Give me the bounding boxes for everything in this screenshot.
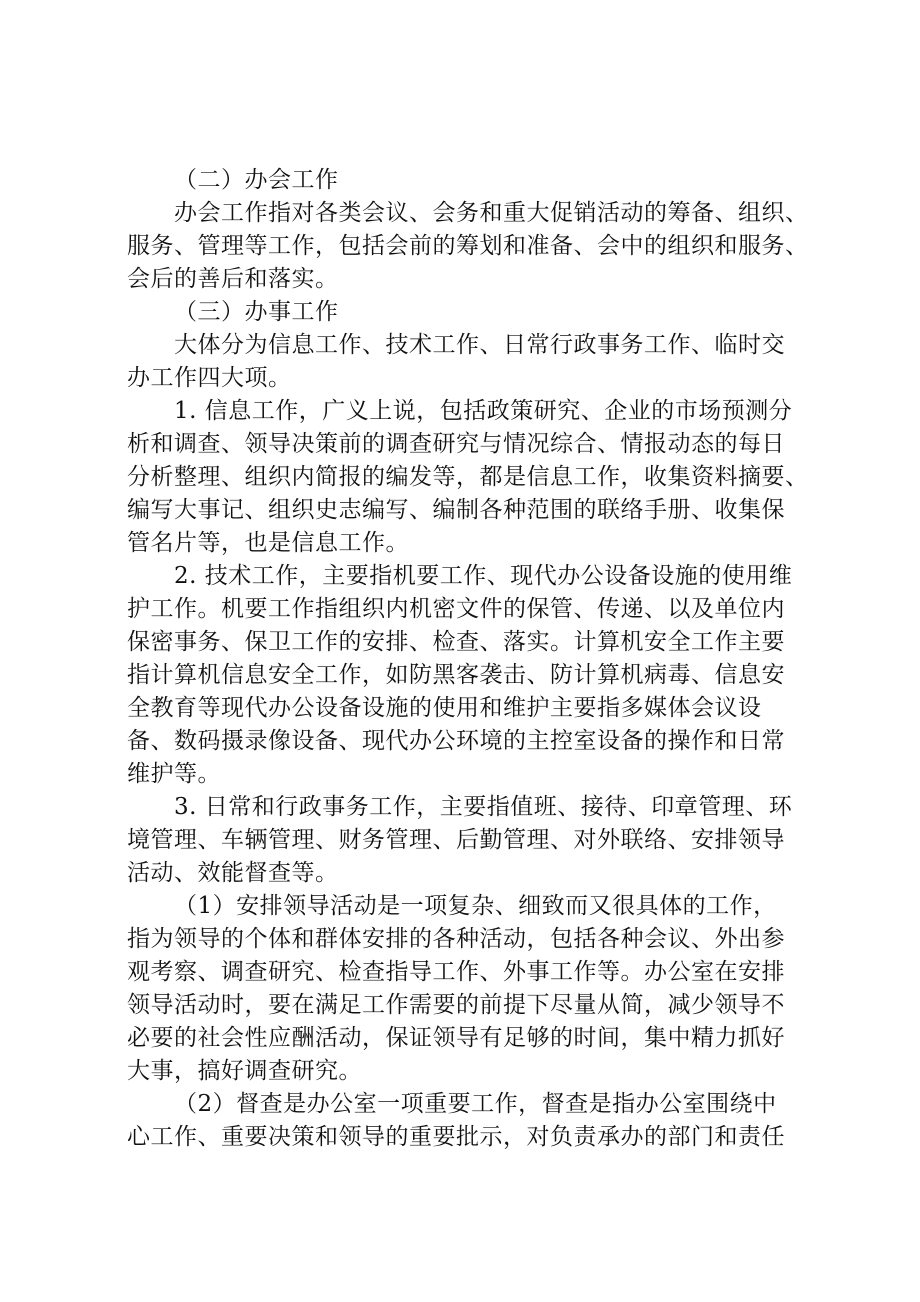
paragraph-line: 必要的社会性应酬活动，保证领导有足够的时间，集中精力抓好 bbox=[127, 1025, 785, 1051]
paragraph-line: 办会工作指对各类会议、会务和重大促销活动的筹备、组织、 bbox=[174, 200, 809, 226]
sub-item-1-line: （1）安排领导活动是一项复杂、细致而又很具体的工作， bbox=[174, 893, 777, 919]
paragraph-line: 大体分为信息工作、技术工作、日常行政事务工作、临时交 bbox=[174, 332, 785, 358]
paragraph-line: 备、数码摄录像设备、现代办公环境的主控室设备的操作和日常 bbox=[127, 728, 785, 754]
paragraph-line: 指为领导的个体和群体安排的各种活动，包括各种会议、外出参 bbox=[127, 926, 785, 952]
list-item-2-line: 2. 技术工作，主要指机要工作、现代办公设备设施的使用维 bbox=[174, 563, 793, 589]
sub-item-2-line: （2）督查是办公室一项重要工作，督查是指办公室围绕中 bbox=[174, 1091, 777, 1117]
paragraph-line: 会后的善后和落实。 bbox=[127, 266, 339, 292]
paragraph-line: 分析整理、组织内简报的编发等，都是信息工作，收集资料摘要、 bbox=[127, 464, 809, 490]
paragraph-line: 心工作、重要决策和领导的重要批示，对负责承办的部门和责任 bbox=[127, 1124, 785, 1150]
section-heading-3: （三）办事工作 bbox=[174, 299, 339, 325]
paragraph-line: 护工作。机要工作指组织内机密文件的保管、传递、以及单位内 bbox=[127, 596, 785, 622]
paragraph-line: 指计算机信息安全工作，如防黑客袭击、防计算机病毒、信息安 bbox=[127, 662, 785, 688]
paragraph-line: 办工作四大项。 bbox=[127, 365, 292, 391]
paragraph-line: 境管理、车辆管理、财务管理、后勤管理、对外联络、安排领导 bbox=[127, 827, 785, 853]
paragraph-line: 维护等。 bbox=[127, 761, 221, 787]
paragraph-line: 服务、管理等工作，包括会前的筹划和准备、会中的组织和服务、 bbox=[127, 233, 809, 259]
paragraph-line: 大事，搞好调查研究。 bbox=[127, 1058, 362, 1084]
paragraph-line: 管名片等，也是信息工作。 bbox=[127, 530, 409, 556]
paragraph-line: 领导活动时，要在满足工作需要的前提下尽量从简，减少领导不 bbox=[127, 992, 785, 1018]
paragraph-line: 编写大事记、组织史志编写、编制各种范围的联络手册、收集保 bbox=[127, 497, 785, 523]
paragraph-line: 全教育等现代办公设备设施的使用和维护主要指多媒体会议设 bbox=[127, 695, 762, 721]
list-item-1-line: 1. 信息工作，广义上说，包括政策研究、企业的市场预测分 bbox=[174, 398, 793, 424]
paragraph-line: 观考察、调查研究、检查指导工作、外事工作等。办公室在安排 bbox=[127, 959, 785, 985]
paragraph-line: 活动、效能督查等。 bbox=[127, 860, 339, 886]
paragraph-line: 保密事务、保卫工作的安排、检查、落实。计算机安全工作主要 bbox=[127, 629, 785, 655]
section-heading-2: （二）办会工作 bbox=[174, 167, 339, 193]
paragraph-line: 析和调查、领导决策前的调查研究与情况综合、情报动态的每日 bbox=[127, 431, 785, 457]
list-item-3-line: 3. 日常和行政事务工作，主要指值班、接待、印章管理、环 bbox=[174, 794, 793, 820]
